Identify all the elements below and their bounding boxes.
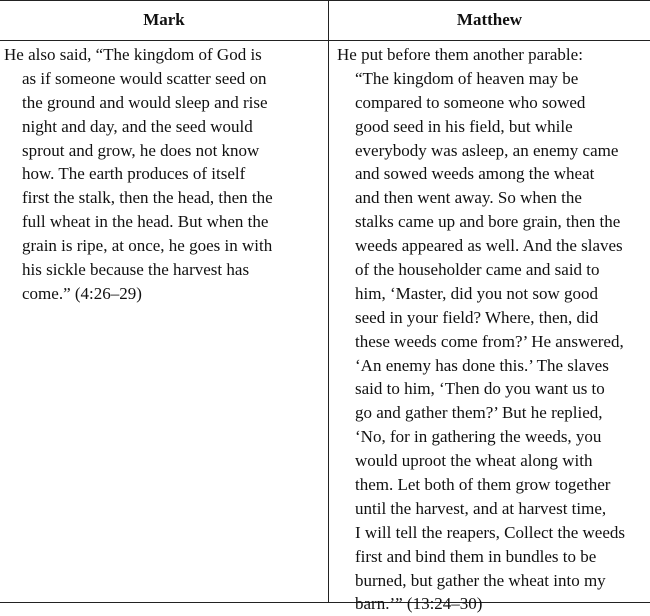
matthew-line: seed in your field? Where, then, did bbox=[355, 307, 599, 327]
matthew-line: first and bind them in bundles to be bbox=[355, 546, 597, 566]
mark-line: night and day, and the seed would bbox=[22, 116, 253, 136]
matthew-line: said to him, ‘Then do you want us to bbox=[355, 379, 605, 399]
matthew-line: of the householder came and said to bbox=[355, 260, 600, 280]
matthew-line: barn.’” (13:24–30) bbox=[355, 594, 483, 614]
mark-line: the ground and would sleep and rise bbox=[22, 92, 268, 112]
mark-line: come.” (4:26–29) bbox=[22, 283, 142, 303]
mark-line: full wheat in the head. But when the bbox=[22, 212, 269, 232]
matthew-line: I will tell the reapers, Collect the weeds bbox=[355, 522, 626, 542]
matthew-line: compared to someone who sowed bbox=[355, 92, 586, 112]
mark-line: sprout and grow, he does not know bbox=[22, 140, 260, 160]
header-bottom-rule bbox=[0, 40, 650, 41]
matthew-line: them. Let both of them grow together bbox=[355, 475, 611, 495]
mark-line: as if someone would scatter seed on bbox=[22, 68, 267, 88]
mark-passage bbox=[4, 43, 326, 306]
matthew-line: stalks came up and bore grain, then the bbox=[355, 212, 621, 232]
matthew-line: would uproot the wheat along with bbox=[355, 451, 593, 471]
matthew-line: until the harvest, and at harvest time, bbox=[355, 498, 607, 518]
matthew-line: and sowed weeds among the wheat bbox=[355, 164, 595, 184]
matthew-passage bbox=[337, 43, 648, 616]
matthew-line: him, ‘Master, did you not sow good bbox=[355, 283, 598, 303]
mark-line: He also said, “The kingdom of God is bbox=[4, 45, 262, 64]
matthew-line: ‘An enemy has done this.’ The slaves bbox=[355, 355, 609, 375]
matthew-line: and then went away. So when the bbox=[355, 188, 582, 208]
matthew-line: go and gather them?’ But he replied, bbox=[355, 403, 603, 423]
matthew-line: these weeds come from?’ He answered, bbox=[355, 331, 624, 351]
mark-line: his sickle because the harvest has bbox=[22, 260, 250, 280]
matthew-line: “The kingdom of heaven may be bbox=[355, 68, 579, 88]
matthew-line: burned, but gather the wheat into my bbox=[355, 570, 606, 590]
mark-line: how. The earth produces of itself bbox=[22, 164, 246, 184]
matthew-line: ‘No, for in gathering the weeds, you bbox=[355, 427, 602, 447]
matthew-line: everybody was asleep, an enemy came bbox=[355, 140, 619, 160]
matthew-line: weeds appeared as well. And the slaves bbox=[355, 236, 623, 256]
matthew-line: good seed in his field, but while bbox=[355, 116, 573, 136]
column-divider bbox=[328, 0, 329, 603]
column-header-mark: Mark bbox=[143, 10, 185, 29]
matthew-line: He put before them another parable: bbox=[337, 45, 583, 64]
mark-line: first the stalk, then the head, then the bbox=[22, 188, 273, 208]
column-header-matthew: Matthew bbox=[456, 10, 523, 29]
mark-line: grain is ripe, at once, he goes in with bbox=[22, 236, 273, 256]
